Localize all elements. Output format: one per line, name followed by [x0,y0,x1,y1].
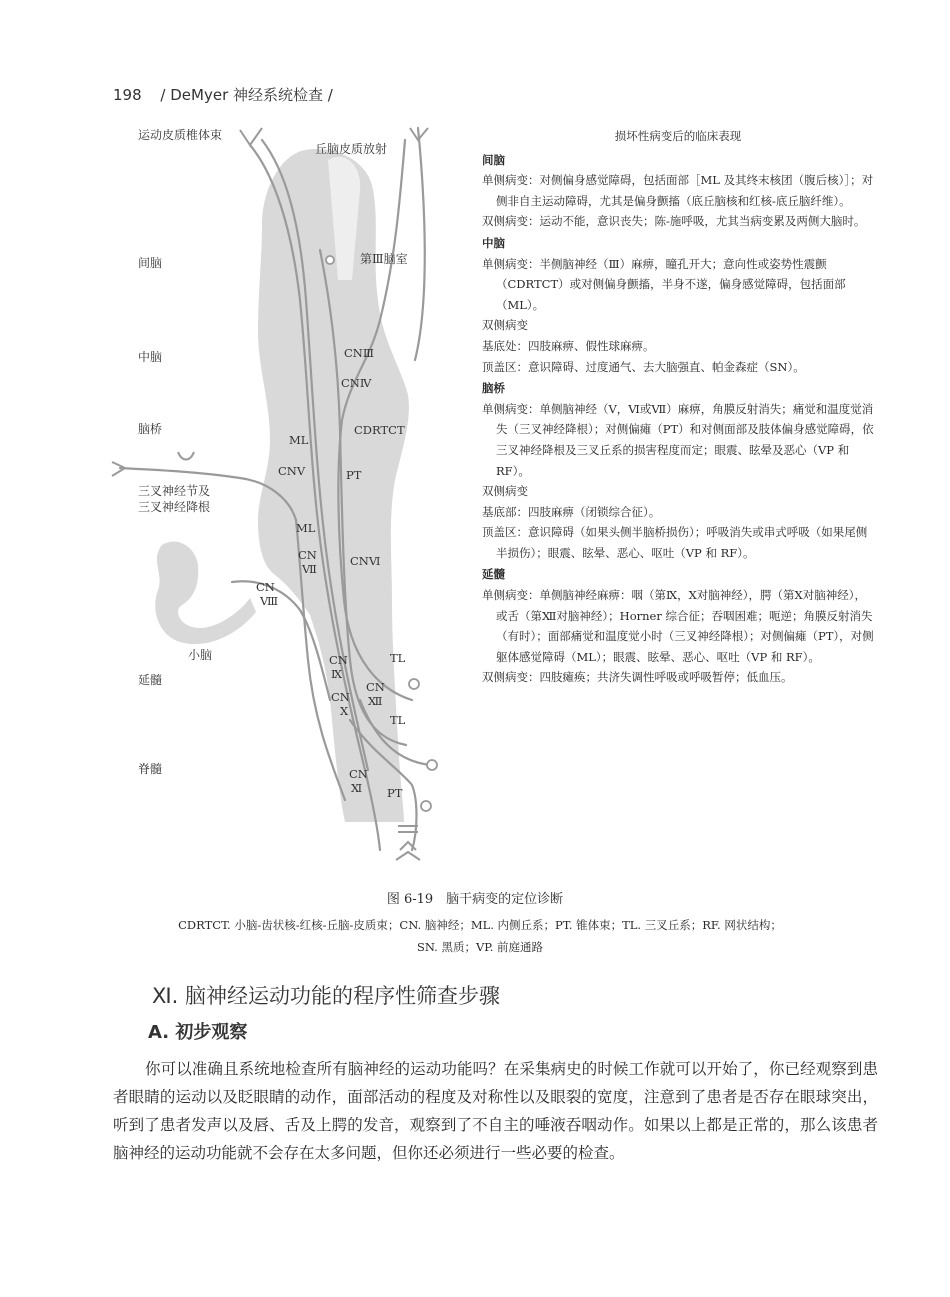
pons-tegmentum: 顶盖区：意识障碍（如果头侧半脑桥损伤）；呼吸消失或串式呼吸（如果尾侧半损伤）；眼震、眩晕、恶心、呕吐（VP 和 RF）。 [482,525,868,560]
running-title: / DeMyer 神经系统检查 / [160,86,333,104]
label-cn6: CNⅥ [350,554,381,568]
brainstem-silhouette [258,149,409,822]
label-cn4: CNⅣ [341,376,372,390]
label-trigeminal-root: 三叉神经降根 [138,500,211,514]
pons-unilateral: 单侧病变：单侧脑神经（Ⅴ，Ⅵ或Ⅶ）麻痹，角膜反射消失；痛觉和温度觉消失（三叉神经降根）；对侧偏瘫（PT）和对侧面部及肢体偏身感觉障碍，依三叉神经降根及三叉丘系的损害程度而定；眼震、眩晕及恶心（VP 和 RF）。 [482,401,874,478]
section-title: Ⅺ. 脑神经运动功能的程序性筛查步骤 [152,984,500,1008]
dien-bilateral: 双侧病变：运动不能，意识丧失；陈-施呼吸，尤其当病变累及两侧大脑时。 [482,214,866,229]
trigeminal-ganglion-fork [178,452,194,460]
mid-tegmentum: 顶盖区：意识障碍、过度通气、去大脑强直、帕金森症（SN）。 [482,359,805,374]
terminal-pt [421,801,431,811]
figure-notes-line-1: CDRTCT. 小脑-齿状核-红核-丘脑-皮质束；CN. 脑神经；ML. 内侧丘系；PT. 锥体束；TL. 三叉丘系；RF. 网状结构； [178,918,782,932]
label-tl-lower: TL [390,713,406,727]
section-head-pons: 脑桥 [482,381,505,396]
label-thalamocortical: 丘脑皮质放射 [315,142,388,156]
label-corticospinal: 运动皮质椎体束 [138,128,223,142]
label-cdrtct: CDRTCT [354,423,405,437]
running-head [113,84,333,105]
right-tract-2 [415,128,425,360]
page-number: 198 [113,86,142,104]
label-cn12-cn: CN [366,680,385,694]
figure-notes [120,914,840,958]
label-cn10-num: Ⅹ [340,704,349,718]
section-head-medulla: 延髓 [482,567,505,582]
column-title: 损坏性病变后的临床表现 [614,129,742,143]
terminal-dien [326,256,334,264]
body-paragraph: 你可以准确且系统地检查所有脑神经的运动功能吗？在采集病史的时候工作就可以开始了，你已经观察到患者眼睛的运动以及眨眼睛的动作，面部活动的程度及对称性以及眼裂的宽度，注意到了患者是否存在眼球突出，听到了患者发声以及唇、舌及上腭的发音，观察到了不自主的唾液吞咽动作。如果以上都是正常的，那么该患者脑神经的运动功能就不会存在太多问题，但你还必须进行一些必要的检查。 [113,1060,878,1162]
cerebellum-shape [155,542,256,645]
label-pons: 脑桥 [138,422,163,436]
label-cn9-cn: CN [329,653,348,667]
label-tl-upper: TL [390,651,406,665]
section-head-midbrain: 中脑 [482,235,505,250]
label-cn11-num: Ⅺ [351,781,363,795]
label-trigeminal-ganglion: 三叉神经节及 [138,484,211,498]
label-cn5: CNⅤ [278,464,306,478]
label-cn3: CNⅢ [344,346,374,360]
label-cn7-num: Ⅶ [302,562,317,576]
label-ml-lower: ML [296,521,316,535]
label-third-ventricle: 第Ⅲ脑室 [360,252,408,266]
top-fork-left [240,128,262,145]
label-cn9-num: Ⅸ [331,667,343,681]
section-head-diencephalon: 间脑 [482,152,505,167]
med-bilateral: 双侧病变：四肢瘫痪；共济失调性呼吸或呼吸暂停；低血压。 [482,670,793,685]
label-cn8-cn: CN [256,580,275,594]
terminal-tl-lower [427,760,437,770]
med-unilateral: 单侧病变：单侧脑神经麻痹：咽（第Ⅸ，Ⅹ对脑神经），腭（第Ⅹ对脑神经），或舌（第Ⅻ对脑神经）；Horner 综合征；吞咽困难；呃逆；角膜反射消失（有时）；面部痛觉和温度觉小时（三叉神经降根）；对侧偏瘫（PT），对侧躯体感觉障碍（ML）；眼震、眩晕、恶心、呕吐（VP 和 RF）。 [482,588,874,664]
label-midbrain: 中脑 [138,350,163,364]
label-cn7-cn: CN [298,548,317,562]
pons-bilateral-head: 双侧病变 [482,484,528,499]
terminal-tl-upper [409,679,419,689]
mid-unilateral: 单侧病变：半侧脑神经（Ⅲ）麻痹，瞳孔开大；意向性或姿势性震颤（CDRTCT）或对侧偏身颤搐，半身不遂，偏身感觉障碍，包括面部（ML）。 [482,256,846,312]
label-pt-upper: PT [346,468,362,482]
bottom-fork [396,842,420,860]
mid-basal: 基底处：四肢麻痹、假性球麻痹。 [482,338,655,353]
label-spinal-cord: 脊髓 [138,762,163,776]
label-cn11-cn: CN [349,767,368,781]
clinical-findings-column [482,126,874,688]
label-medulla: 延髓 [138,673,163,687]
label-pt-lower: PT [387,786,403,800]
pons-basal: 基底部：四肢麻痹（闭锁综合征）。 [482,504,661,519]
label-cn10-cn: CN [331,690,350,704]
figure-caption: 图 6-19 脑干病变的定位诊断 [386,892,564,907]
trigeminal-fork [112,462,125,476]
figure-notes-line-2: SN. 黑质；VP. 前庭通路 [416,940,544,954]
label-diencephalon: 间脑 [138,256,163,270]
mid-bilateral-head: 双侧病变 [482,318,528,333]
label-cn8-num: Ⅷ [260,594,279,608]
subsection-title: A. 初步观察 [148,1022,248,1043]
label-cn12-num: Ⅻ [368,694,383,708]
label-ml-upper: ML [289,433,309,447]
dien-unilateral: 单侧病变：对侧偏身感觉障碍，包括面部［ML 及其终末核团（腹后核）］；对侧非自主运动障碍，尤其是偏身颤搐（底丘脑核和红核-底丘脑纤维）。 [482,173,874,208]
label-cerebellum: 小脑 [188,648,213,662]
